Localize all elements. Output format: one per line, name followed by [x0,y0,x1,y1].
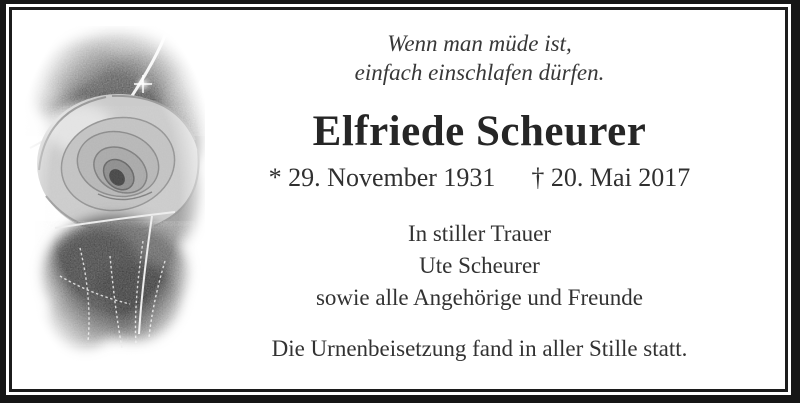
mourner-name: Ute Scheurer [419,253,540,278]
mourners-block [197,218,762,314]
mourning-phrase: In stiller Trauer [407,221,552,246]
epitaph-quote [197,29,762,87]
life-dates [197,163,762,193]
outer-frame-gap [6,4,791,395]
deceased-name: Elfriede Scheurer [312,108,647,155]
rose-photo [25,26,205,375]
mourners-extra: sowie alle Angehörige und Freunde [315,285,644,310]
burial-note: Die Urnenbeisetzung fand in aller Stille statt. [271,336,688,361]
inner-frame [9,7,788,392]
rose-illustration [25,26,205,375]
birth-date: * 29. November 1931 [268,163,496,192]
death-date: † 20. Mai 2017 [531,163,691,192]
epitaph-line-2: einfach einschlafen dürfen. [354,60,605,85]
epitaph-line-1: Wenn man müde ist, [387,31,572,56]
